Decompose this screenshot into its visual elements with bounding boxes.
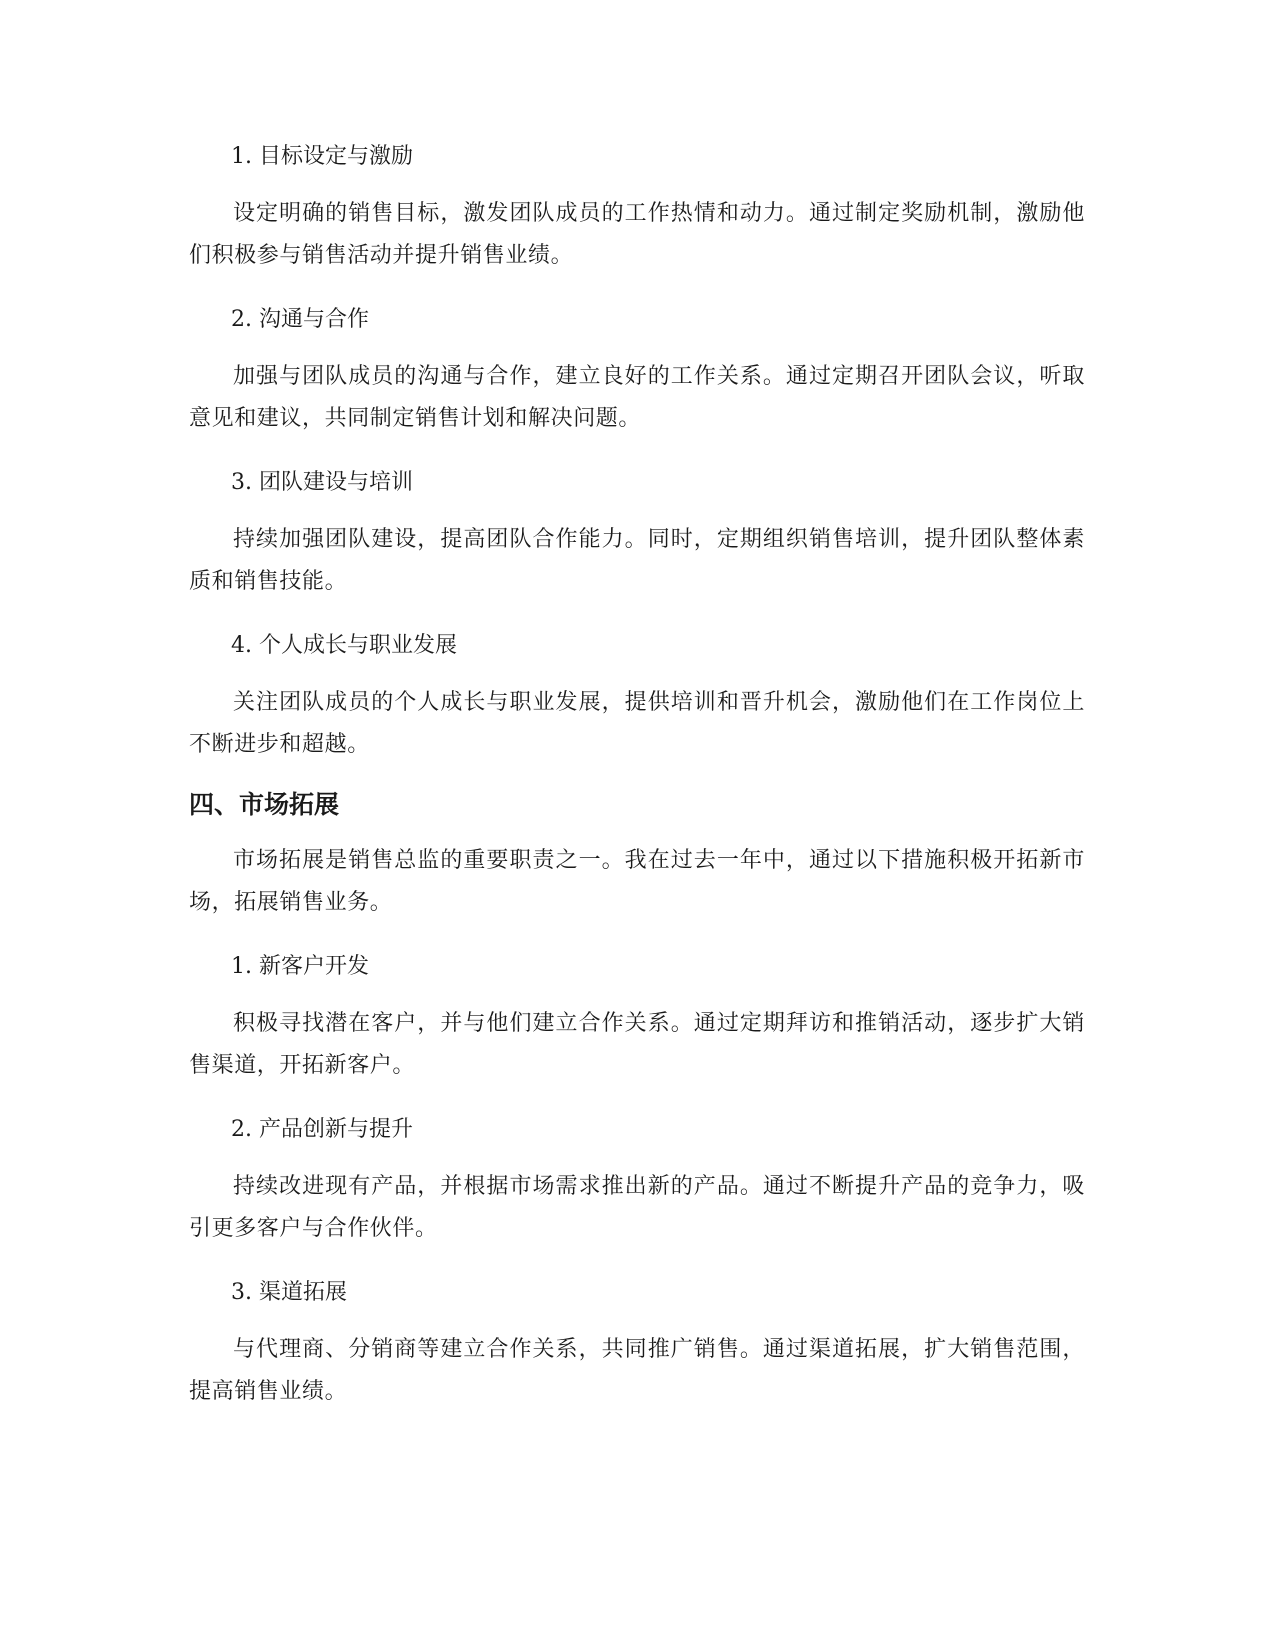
subsection-title-goal-setting: 1. 目标设定与激励 bbox=[231, 144, 413, 169]
subsection-title-personal-growth: 4. 个人成长与职业发展 bbox=[231, 633, 457, 658]
subsection-title-channel-expansion: 3. 渠道拓展 bbox=[231, 1280, 347, 1305]
paragraph-channel-expansion: 与代理商、分销商等建立合作关系，共同推广销售。通过渠道拓展，扩大销售范围，提高销售业绩。 bbox=[189, 1337, 1085, 1404]
paragraph-communication: 加强与团队成员的沟通与合作，建立良好的工作关系。通过定期召开团队会议，听取意见和建议，共同制定销售计划和解决问题。 bbox=[189, 364, 1085, 431]
paragraph-product-innovation: 持续改进现有产品，并根据市场需求推出新的产品。通过不断提升产品的竞争力，吸引更多客户与合作伙伴。 bbox=[189, 1174, 1085, 1241]
subsection-title-product-innovation: 2. 产品创新与提升 bbox=[231, 1117, 413, 1142]
subsection-title-new-customers: 1. 新客户开发 bbox=[231, 954, 369, 979]
paragraph-goal-setting: 设定明确的销售目标，激发团队成员的工作热情和动力。通过制定奖励机制，激励他们积极参与销售活动并提升销售业绩。 bbox=[189, 201, 1085, 268]
document-body bbox=[189, 142, 1085, 1413]
paragraph-team-building: 持续加强团队建设，提高团队合作能力。同时，定期组织销售培训，提升团队整体素质和销售技能。 bbox=[189, 527, 1085, 594]
subsection-title-communication: 2. 沟通与合作 bbox=[231, 307, 369, 332]
subsection-title-team-building: 3. 团队建设与培训 bbox=[231, 470, 413, 495]
paragraph-market-expansion-intro: 市场拓展是销售总监的重要职责之一。我在过去一年中，通过以下措施积极开拓新市场，拓展销售业务。 bbox=[189, 848, 1085, 915]
paragraph-personal-growth: 关注团队成员的个人成长与职业发展，提供培训和晋升机会，激励他们在工作岗位上不断进步和超越。 bbox=[189, 690, 1085, 757]
paragraph-new-customers: 积极寻找潜在客户，并与他们建立合作关系。通过定期拜访和推销活动，逐步扩大销售渠道，开拓新客户。 bbox=[189, 1011, 1085, 1078]
section-heading-market-expansion: 四、市场拓展 bbox=[189, 790, 340, 819]
